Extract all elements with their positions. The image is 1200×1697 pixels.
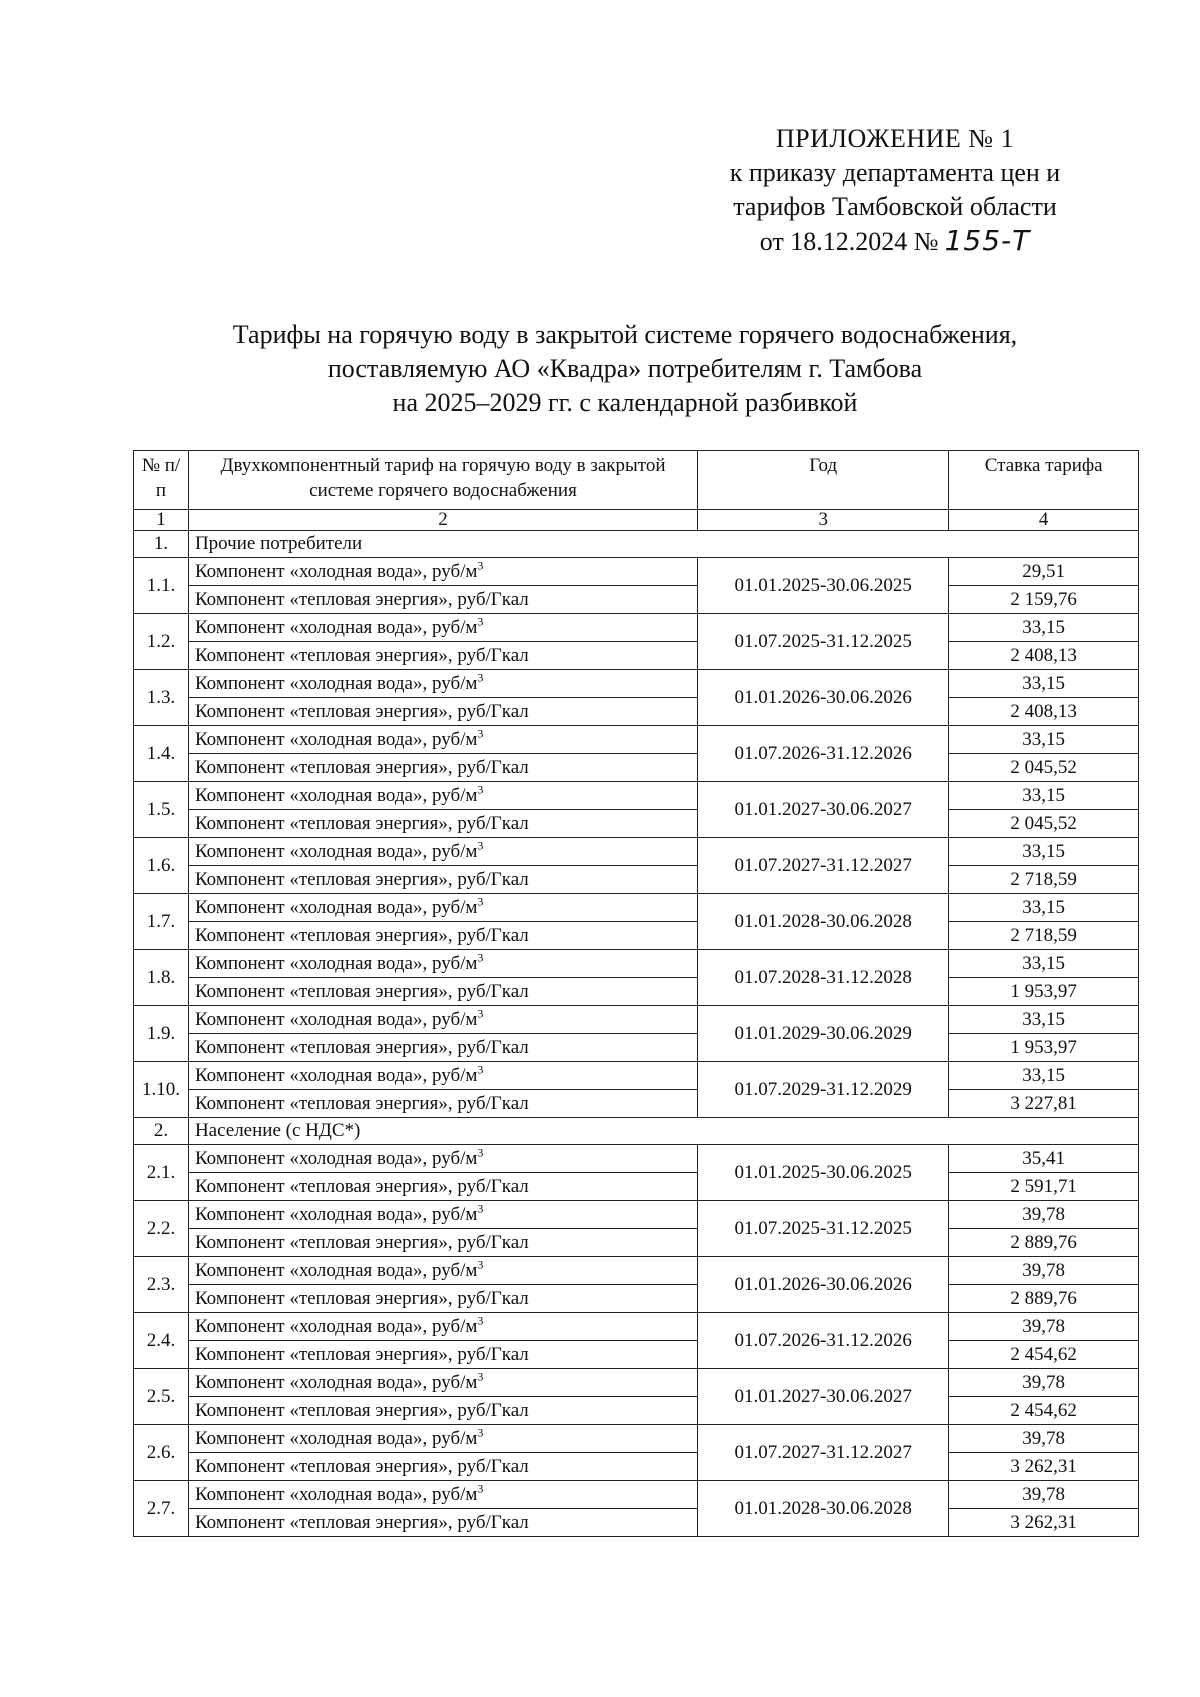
heat-energy-label: Компонент «тепловая энергия», руб/Гкал [188,1341,697,1369]
heat-energy-label: Компонент «тепловая энергия», руб/Гкал [188,586,697,614]
table-row [134,1201,1139,1229]
table-body [134,510,1139,1537]
heat-energy-rate: 2 045,52 [949,754,1139,782]
unit-superscript: 3 [477,558,484,573]
table-row [134,698,1139,726]
section-number: 1. [134,531,189,558]
period: 01.07.2029-31.12.2029 [698,1062,949,1118]
appendix-date-line [660,224,1130,259]
heat-energy-rate: 2 454,62 [949,1397,1139,1425]
handwritten-order-number: 155-Т [944,224,1031,257]
table-row [134,1425,1139,1453]
heat-energy-rate: 1 953,97 [949,978,1139,1006]
heat-energy-rate: 3 262,31 [949,1453,1139,1481]
unit-superscript: 3 [477,1425,484,1440]
cold-water-label [188,838,697,866]
header-number: № п/п [134,451,189,510]
table-row [134,810,1139,838]
column-number-row [134,510,1139,531]
period: 01.01.2028-30.06.2028 [698,894,949,950]
unit-superscript: 3 [477,782,484,797]
heat-energy-rate: 2 408,13 [949,642,1139,670]
heat-energy-rate: 2 889,76 [949,1229,1139,1257]
heat-energy-label: Компонент «тепловая энергия», руб/Гкал [188,642,697,670]
table-row [134,922,1139,950]
period: 01.01.2027-30.06.2027 [698,1369,949,1425]
row-number: 2.7. [134,1481,189,1537]
heat-energy-label: Компонент «тепловая энергия», руб/Гкал [188,1509,697,1537]
period: 01.07.2026-31.12.2026 [698,1313,949,1369]
header-year: Год [698,451,949,510]
cold-water-label [188,726,697,754]
cold-water-label [188,1062,697,1090]
cold-water-label [188,1481,697,1509]
unit-superscript: 3 [477,726,484,741]
appendix-date: от 18.12.2024 № [759,227,939,256]
cold-water-label [188,1313,697,1341]
heat-energy-rate: 2 408,13 [949,698,1139,726]
heat-energy-rate: 3 262,31 [949,1509,1139,1537]
row-number: 1.10. [134,1062,189,1118]
document-title [160,318,1090,420]
cold-water-label [188,1257,697,1285]
period: 01.01.2029-30.06.2029 [698,1006,949,1062]
unit-superscript: 3 [477,1006,484,1021]
cold-water-label-text: Компонент «холодная вода», руб/м [194,561,478,582]
heat-energy-label: Компонент «тепловая энергия», руб/Гкал [188,1173,697,1201]
table-row [134,1062,1139,1090]
table-row [134,558,1139,586]
cold-water-label-text: Компонент «холодная вода», руб/м [194,1065,478,1086]
cold-water-label-text: Компонент «холодная вода», руб/м [194,1009,478,1030]
cold-water-label-text: Компонент «холодная вода», руб/м [194,673,478,694]
cold-water-label [188,950,697,978]
period: 01.01.2026-30.06.2026 [698,1257,949,1313]
cold-water-rate: 33,15 [949,950,1139,978]
row-number: 1.6. [134,838,189,894]
table-row [134,978,1139,1006]
table-row [134,586,1139,614]
section-row [134,1118,1139,1145]
unit-superscript: 3 [477,1313,484,1328]
period: 01.01.2027-30.06.2027 [698,782,949,838]
section-title: Прочие потребители [188,531,1138,558]
table-row [134,894,1139,922]
title-line-3: на 2025–2029 гг. с календарной разбивкой [392,388,858,417]
table-row [134,726,1139,754]
unit-superscript: 3 [477,1481,484,1496]
table-row [134,1257,1139,1285]
unit-superscript: 3 [477,1369,484,1384]
table-row [134,1285,1139,1313]
heat-energy-label: Компонент «тепловая энергия», руб/Гкал [188,754,697,782]
unit-superscript: 3 [477,1257,484,1272]
table-row [134,614,1139,642]
cold-water-label-text: Компонент «холодная вода», руб/м [194,617,478,638]
cold-water-label-text: Компонент «холодная вода», руб/м [194,729,478,750]
column-number: 4 [949,510,1139,531]
table-row [134,754,1139,782]
appendix-title: ПРИЛОЖЕНИЕ № 1 [775,124,1015,153]
appendix-line-2: тарифов Тамбовской области [733,192,1057,221]
table-row [134,1006,1139,1034]
column-number: 2 [188,510,697,531]
cold-water-rate: 39,78 [949,1201,1139,1229]
cold-water-label [188,670,697,698]
period: 01.01.2025-30.06.2025 [698,558,949,614]
cold-water-rate: 33,15 [949,838,1139,866]
table-row [134,1090,1139,1118]
heat-energy-rate: 2 718,59 [949,866,1139,894]
row-number: 2.2. [134,1201,189,1257]
unit-superscript: 3 [477,1062,484,1077]
heat-energy-label: Компонент «тепловая энергия», руб/Гкал [188,1229,697,1257]
cold-water-rate: 33,15 [949,1006,1139,1034]
heat-energy-label: Компонент «тепловая энергия», руб/Гкал [188,978,697,1006]
cold-water-rate: 33,15 [949,614,1139,642]
title-line-1: Тарифы на горячую воду в закрытой системе горячего водоснабжения, [232,320,1018,349]
cold-water-label [188,894,697,922]
period: 01.07.2028-31.12.2028 [698,950,949,1006]
row-number: 1.9. [134,1006,189,1062]
period: 01.07.2027-31.12.2027 [698,838,949,894]
heat-energy-rate: 2 889,76 [949,1285,1139,1313]
cold-water-label-text: Компонент «холодная вода», руб/м [194,1148,478,1169]
heat-energy-label: Компонент «тепловая энергия», руб/Гкал [188,1453,697,1481]
row-number: 1.8. [134,950,189,1006]
cold-water-rate: 39,78 [949,1257,1139,1285]
appendix-header [660,122,1130,259]
heat-energy-rate: 2 718,59 [949,922,1139,950]
cold-water-rate: 33,15 [949,1062,1139,1090]
row-number: 2.4. [134,1313,189,1369]
cold-water-label-text: Компонент «холодная вода», руб/м [194,785,478,806]
unit-superscript: 3 [477,614,484,629]
cold-water-label-text: Компонент «холодная вода», руб/м [194,1204,478,1225]
cold-water-rate: 39,78 [949,1481,1139,1509]
row-number: 2.3. [134,1257,189,1313]
unit-superscript: 3 [477,838,484,853]
table-row [134,1481,1139,1509]
period: 01.01.2025-30.06.2025 [698,1145,949,1201]
unit-superscript: 3 [477,950,484,965]
row-number: 1.4. [134,726,189,782]
unit-superscript: 3 [477,894,484,909]
title-line-2: поставляемую АО «Квадра» потребителям г. Тамбова [327,354,923,383]
heat-energy-label: Компонент «тепловая энергия», руб/Гкал [188,922,697,950]
cold-water-label-text: Компонент «холодная вода», руб/м [194,1260,478,1281]
table-row [134,670,1139,698]
table-row [134,1369,1139,1397]
heat-energy-label: Компонент «тепловая энергия», руб/Гкал [188,698,697,726]
row-number: 1.1. [134,558,189,614]
tariff-table [133,450,1139,1537]
cold-water-rate: 39,78 [949,1369,1139,1397]
heat-energy-rate: 2 591,71 [949,1173,1139,1201]
table-row [134,838,1139,866]
cold-water-rate: 33,15 [949,726,1139,754]
table-row [134,950,1139,978]
period: 01.01.2028-30.06.2028 [698,1481,949,1537]
period: 01.07.2025-31.12.2025 [698,1201,949,1257]
period: 01.01.2026-30.06.2026 [698,670,949,726]
header-tariff-name: Двухкомпонентный тариф на горячую воду в закрытой системе горячего водоснабжения [188,451,697,510]
heat-energy-label: Компонент «тепловая энергия», руб/Гкал [188,1397,697,1425]
heat-energy-label: Компонент «тепловая энергия», руб/Гкал [188,1285,697,1313]
heat-energy-rate: 3 227,81 [949,1090,1139,1118]
cold-water-label [188,558,697,586]
heat-energy-rate: 2 159,76 [949,586,1139,614]
cold-water-label-text: Компонент «холодная вода», руб/м [194,1484,478,1505]
cold-water-label-text: Компонент «холодная вода», руб/м [194,1372,478,1393]
table-row [134,782,1139,810]
cold-water-rate: 33,15 [949,782,1139,810]
cold-water-label [188,1145,697,1173]
table-row [134,1341,1139,1369]
row-number: 1.7. [134,894,189,950]
column-number: 1 [134,510,189,531]
heat-energy-rate: 2 045,52 [949,810,1139,838]
cold-water-rate: 33,15 [949,670,1139,698]
cold-water-label-text: Компонент «холодная вода», руб/м [194,841,478,862]
section-row [134,531,1139,558]
heat-energy-rate: 1 953,97 [949,1034,1139,1062]
cold-water-rate: 33,15 [949,894,1139,922]
appendix-line-1: к приказу департамента цен и [729,158,1061,187]
cold-water-label-text: Компонент «холодная вода», руб/м [194,897,478,918]
table-header-row [134,451,1139,510]
table-row [134,642,1139,670]
column-number: 3 [698,510,949,531]
cold-water-rate: 35,41 [949,1145,1139,1173]
header-rate: Ставка тарифа [949,451,1139,510]
table-row [134,1509,1139,1537]
row-number: 2.1. [134,1145,189,1201]
unit-superscript: 3 [477,1201,484,1216]
table-row [134,1034,1139,1062]
cold-water-label-text: Компонент «холодная вода», руб/м [194,1428,478,1449]
section-title: Население (с НДС*) [188,1118,1138,1145]
period: 01.07.2027-31.12.2027 [698,1425,949,1481]
cold-water-label-text: Компонент «холодная вода», руб/м [194,1316,478,1337]
heat-energy-label: Компонент «тепловая энергия», руб/Гкал [188,866,697,894]
table-row [134,866,1139,894]
heat-energy-label: Компонент «тепловая энергия», руб/Гкал [188,810,697,838]
row-number: 1.2. [134,614,189,670]
table-row [134,1229,1139,1257]
cold-water-rate: 39,78 [949,1425,1139,1453]
heat-energy-rate: 2 454,62 [949,1341,1139,1369]
cold-water-label [188,1369,697,1397]
row-number: 2.5. [134,1369,189,1425]
cold-water-label-text: Компонент «холодная вода», руб/м [194,953,478,974]
cold-water-rate: 29,51 [949,558,1139,586]
unit-superscript: 3 [477,1145,484,1160]
table-row [134,1453,1139,1481]
heat-energy-label: Компонент «тепловая энергия», руб/Гкал [188,1034,697,1062]
unit-superscript: 3 [477,670,484,685]
table-row [134,1397,1139,1425]
period: 01.07.2026-31.12.2026 [698,726,949,782]
table-row [134,1173,1139,1201]
cold-water-label [188,1425,697,1453]
row-number: 2.6. [134,1425,189,1481]
table-row [134,1313,1139,1341]
row-number: 1.5. [134,782,189,838]
cold-water-label [188,1006,697,1034]
cold-water-label [188,614,697,642]
cold-water-label [188,782,697,810]
section-number: 2. [134,1118,189,1145]
cold-water-label [188,1201,697,1229]
table-row [134,1145,1139,1173]
row-number: 1.3. [134,670,189,726]
cold-water-rate: 39,78 [949,1313,1139,1341]
heat-energy-label: Компонент «тепловая энергия», руб/Гкал [188,1090,697,1118]
period: 01.07.2025-31.12.2025 [698,614,949,670]
